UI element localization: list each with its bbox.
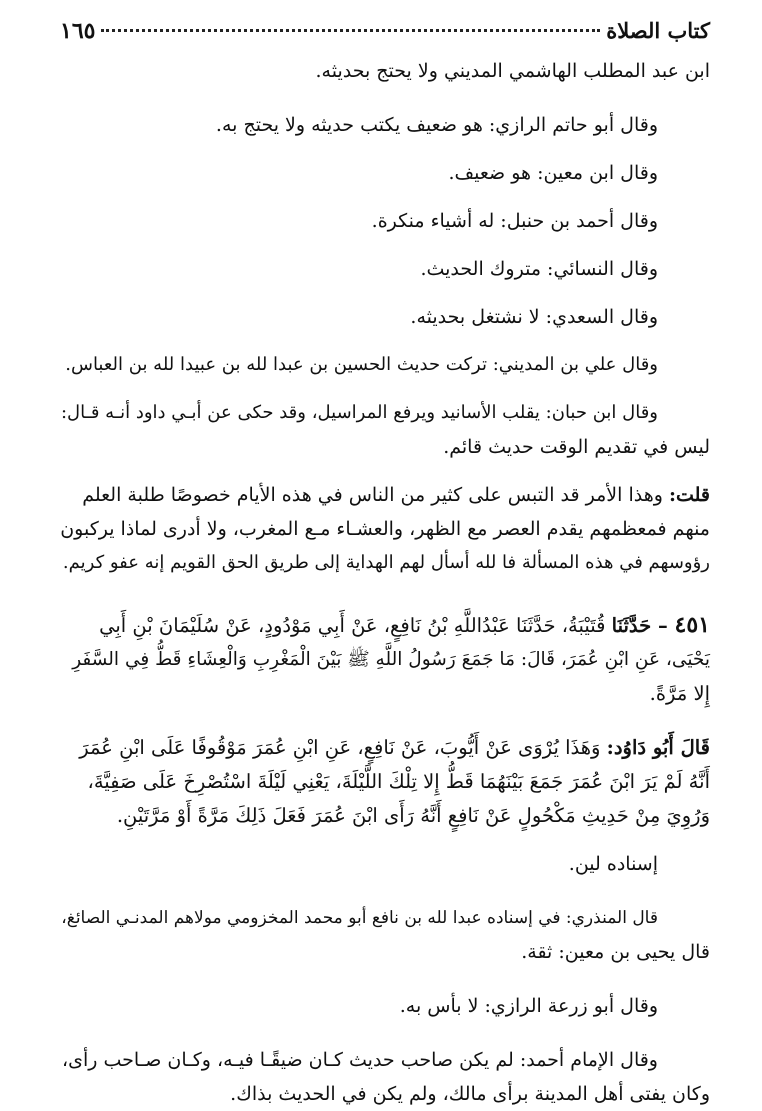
commentary-line bbox=[60, 478, 710, 512]
page-number: ١٦٥ bbox=[60, 18, 96, 44]
commentary-text: وهذا الأمر قد التبس على كثير من الناس في هذه الأيام خصوصًا طلبة العلم bbox=[82, 484, 669, 506]
text-line: قال المنذري: في إسناده عبدا لله بن نافع أبو محمد المخزومي مولاهم المدنـي الصائغ، bbox=[61, 908, 658, 928]
text-line: رؤوسهم في هذه المسألة فا لله أسأل لهم الهداية إلى طريق الحق القويم إنه عفو كريم. bbox=[62, 552, 710, 573]
text-line: وكان يفتى أهل المدينة برأى مالك، ولم يكن في الحديث بذاك. bbox=[230, 1083, 710, 1105]
qultu-label: قلت: bbox=[668, 484, 710, 506]
running-header bbox=[60, 18, 710, 54]
chapter-title: كتاب الصلاة bbox=[606, 18, 710, 43]
leader-dots bbox=[101, 29, 600, 32]
text-line: وقال أبو زرعة الرازي: لا بأس به. bbox=[399, 995, 658, 1017]
abu-dawud-label: قَالَ أَبُو دَاوُد: bbox=[606, 736, 710, 759]
hadith-number: ٤٥١ bbox=[674, 612, 710, 638]
hadith-line: وَرُوِيَ مِنْ حَدِيثِ مَكْحُولٍ عَنْ نَافِعٍ أَنَّهُ رَأَى ابْنَ عُمَرَ فَعَلَ ذَلِكَ مَرَّةً أَوْ مَرَّتَيْنِ. bbox=[116, 804, 710, 827]
text-line: وقال النسائي: متروك الحديث. bbox=[420, 258, 658, 280]
hadith-line bbox=[60, 731, 710, 765]
hadith-line: أَنَّهُ لَمْ يَرَ ابْنَ عُمَرَ جَمَعَ بَيْنَهُمَا قَطُّ إِلا تِلْكَ اللَّيْلَةَ، يَعْنِي لَيْلَةَ اسْتُصْرِخَ عَلَى صَفِيَّةَ، bbox=[87, 770, 710, 793]
hadith-text: قُتَيْبَةُ، حَدَّثَنَا عَبْدُاللَّهِ بْنُ نَافِعٍ، عَنْ أَبِي مَوْدُودٍ، عَنْ سُلَيْمَانَ بْنِ أَبِي bbox=[99, 614, 612, 637]
hadith-line: إِلا مَرَّةً. bbox=[649, 682, 710, 705]
hadith-line bbox=[60, 608, 710, 643]
text-line: قال يحيى بن معين: ثقة. bbox=[521, 941, 710, 963]
text-line: وقال أبو حاتم الرازي: هو ضعيف يكتب حديثه ولا يحتج به. bbox=[215, 114, 658, 136]
hadith-text: وَهَذَا يُرْوَى عَنْ أَيُّوبَ، عَنْ نَافِعٍ، عَنِ ابْنِ عُمَرَ مَوْقُوفًا عَلَى ابْنِ عُمَرَ bbox=[79, 736, 607, 759]
text-line: وقال علي بن المديني: تركت حديث الحسين بن عبدا لله بن عبيدا لله بن العباس. bbox=[65, 354, 658, 375]
text-line: وقال ابن معين: هو ضعيف. bbox=[448, 162, 658, 184]
text-line: إسناده لين. bbox=[568, 853, 658, 875]
page-body bbox=[60, 54, 710, 1111]
text-line: وقال أحمد بن حنبل: له أشياء منكرة. bbox=[371, 210, 658, 232]
text-line: وقال الإمام أحمد: لم يكن صاحب حديث كـان ضيقًـا فيـه، وكـان صـاحب رأى، bbox=[62, 1049, 658, 1071]
hadith-line: يَحْيَى، عَنِ ابْنِ عُمَرَ، قَالَ: مَا جَمَعَ رَسُولُ اللَّهِ ﷺ بَيْنَ الْمَغْرِبِ وَالْعِشَاءِ قَطُّ فِي السَّفَرِ bbox=[72, 649, 710, 670]
text-line: وقال ابن حبان: يقلب الأسانيد ويرفع المراسيل، وقد حكى عن أبـي داود أنـه قـال: bbox=[60, 402, 658, 423]
text-line: ليس في تقديم الوقت حديث قائم. bbox=[443, 436, 710, 458]
text-line: وقال السعدي: لا نشتغل بحديثه. bbox=[410, 306, 658, 328]
text-line: منهم فمعظمهم يقدم العصر مع الظهر، والعشـاء مـع المغرب، ولا أدرى لماذا يركبون bbox=[60, 518, 710, 540]
hadith-dash: – bbox=[651, 614, 675, 637]
text-line: ابن عبد المطلب الهاشمي المديني ولا يحتج بحديثه. bbox=[315, 60, 710, 82]
haddathana-label: حَدَّثَنَا bbox=[611, 614, 652, 637]
